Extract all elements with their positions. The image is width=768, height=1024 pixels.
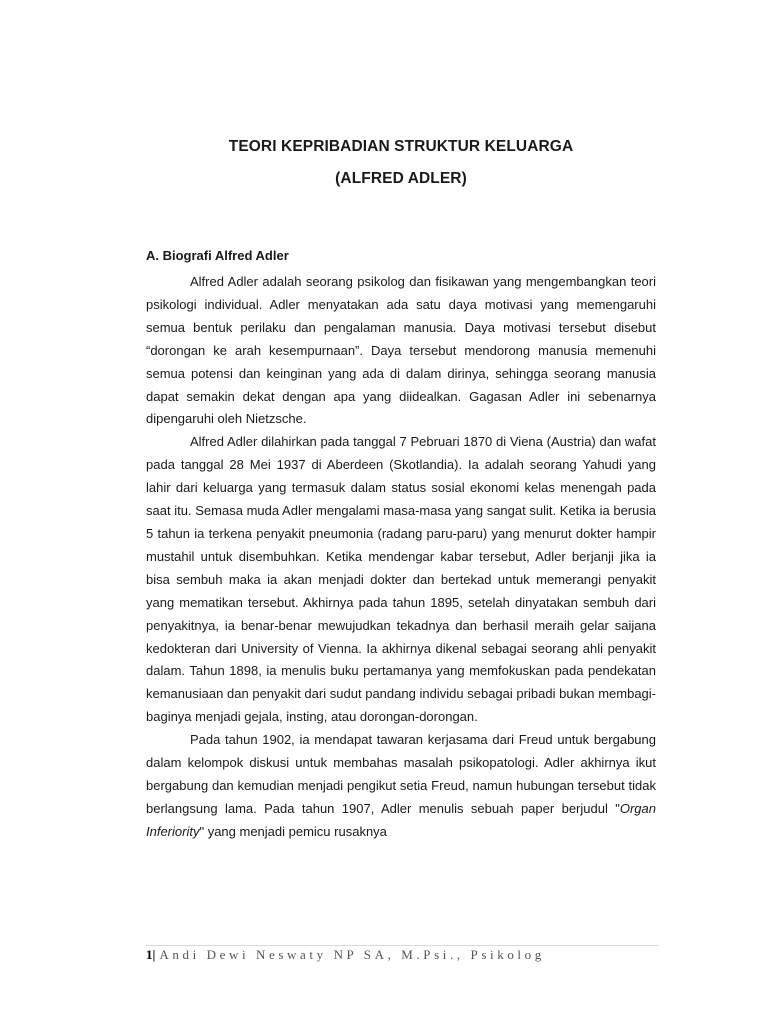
paragraph-3 (146, 729, 656, 844)
paragraph-3-text-start: Pada tahun 1902, ia mendapat tawaran kerjasama dari Freud untuk bergabung dalam kelompok diskusi untuk membahas masalah psikopatologi. Adler akhirnya ikut bergabung dan kemudian menjadi pengikut setia Freud, namun hubungan tersebut tidak berlangsung lama. Pada tahun 1907, Adler menulis sebuah paper berjudul " (146, 732, 656, 816)
page-number: 1 (146, 947, 153, 962)
footer-author: Andi Dewi Neswaty NP SA, M.Psi., Psikolog (159, 947, 545, 962)
document-title-line-2: (ALFRED ADLER) (335, 170, 467, 187)
document-title-line-1: TEORI KEPRIBADIAN STRUKTUR KELUARGA (228, 138, 574, 155)
paragraph-3-text-end: " yang menjadi pemicu rusaknya (199, 823, 387, 839)
footer-separator: | (152, 947, 156, 962)
page-footer (146, 947, 545, 963)
paragraph-2: Alfred Adler dilahirkan pada tanggal 7 Pebruari 1870 di Viena (Austria) dan wafat pada tanggal 28 Mei 1937 di Aberdeen (Skotlandia). Ia adalah seorang Yahudi yang lahir dari keluarga yang termasuk dalam status sosial ekonomi kelas menengah pada saat itu. Semasa muda Adler mengalami masa-masa yang sangat sulit. Ketika ia berusia 5 tahun ia terkena penyakit pneumonia (radang paru-paru) yang menurut dokter hampir mustahil untuk disembuhkan. Ketika mendengar kabar tersebut, Adler berjanji jika ia bisa sembuh maka ia akan menjadi dokter dan bertekad untuk memerangi penyakit yang mematikan tersebut. Akhirnya pada tahun 1895, setelah dinyatakan sembuh dari penyakitnya, ia benar-benar mewujudkan tekadnya dan berhasil meraih gelar saijana kedokteran dari University of Vienna. Ia akhirnya dikenal sebagai seorang ahli penyakit dalam. Tahun 1898, ia menulis buku pertamanya yang memfokuskan pada pendekatan kemanusiaan dan penyakit dari sudut pandang individu sebagai pribadi bukan membagi-baginya menjadi gejala, insting, atau dorongan-dorongan. (146, 434, 656, 725)
document-body (146, 271, 656, 844)
paragraph-3-italic-title: Organ Inferiority (146, 800, 656, 839)
paragraph-1: Alfred Adler adalah seorang psikolog dan fisikawan yang mengembangkan teori psikologi individual. Adler menyatakan ada satu daya motivasi yang memengaruhi semua bentuk perilaku dan pengalaman manusia. Daya motivasi tersebut disebut “dorongan ke arah kesempurnaan”. Daya tersebut mendorong manusia memenuhi semua potensi dan keinginan yang ada di dalam dirinya, sehingga seorang manusia dapat semakin dekat dengan apa yang diidealkan. Gagasan Adler ini sebenarnya dipengaruhi oleh Nietzsche. (146, 274, 656, 427)
footer-divider (146, 945, 658, 946)
section-heading: A. Biografi Alfred Adler (146, 248, 289, 263)
